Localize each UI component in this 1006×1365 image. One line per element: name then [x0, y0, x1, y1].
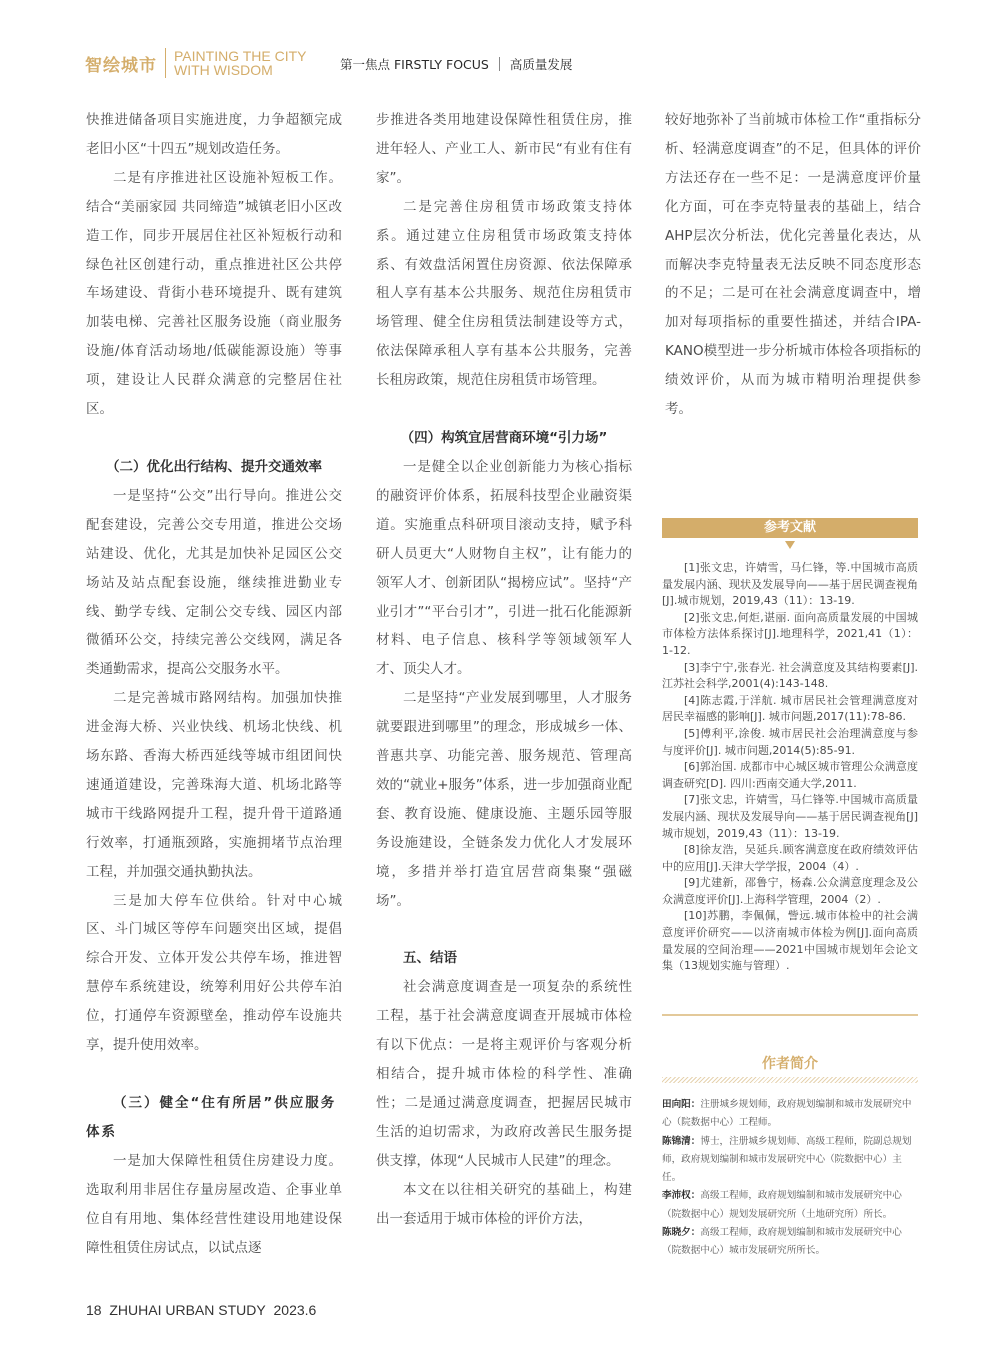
column-3 [665, 106, 921, 424]
journal-name: ZHUHAI URBAN STUDY [109, 1302, 266, 1318]
brand-en-line1: PAINTING THE CITY [174, 48, 307, 64]
section-divider [499, 57, 500, 71]
author-name: 陈晓夕： [662, 1227, 701, 1239]
references-divider [662, 1014, 918, 1016]
reference-item: [2]张文忠,何炬,谌丽. 面向高质量发展的中国城市体检方法体系探讨[J].地理科学，2021,41（1）：1-12. [662, 610, 918, 657]
author-name: 田向阳： [662, 1099, 701, 1110]
column-2 [376, 106, 632, 1234]
issue-number: 2023.6 [273, 1302, 317, 1318]
author-name: 李沛权： [662, 1190, 701, 1202]
author-desc: 高级工程师，政府规划编制和城市发展研究中心（院数据中心）城市发展研究所所长。 [662, 1227, 902, 1257]
references-list [662, 560, 918, 975]
reference-item: [6]郭治国. 成都市中心城区城市管理公众满意度调查研究[D]. 四川:西南交通大学,2011. [662, 760, 918, 790]
paragraph: 二是坚持“产业发展到哪里，人才服务就要跟进到哪里”的理念，形成城乡一体、普惠共享、功能完善、服务规范、管理高效的“就业+服务”体系，进一步加强商业配套、教育设施、健康设施、主题乐园等服务设施建设，全链条发力优化人才发展环境，多措并举打造宜居营商集聚“强磁场”。 [376, 690, 632, 909]
triangle-down-icon [785, 541, 795, 549]
reference-item: [9]尤建新，邵鲁宁，杨森.公众满意度理念及公众满意度评价[J].上海科学管理，2004（2）. [662, 876, 918, 906]
reference-item: [1]张文忠，许婧雪，马仁锋，等.中国城市高质量发展内涵、现状及发展导向——基于居民调查视角[J].城市规划，2019,43（11）：13-19. [662, 561, 918, 608]
reference-item: [3]李宁宁,张春光. 社会满意度及其结构要素[J]. 江苏社会科学,2001(4):143-148. [662, 660, 918, 691]
author-item [662, 1187, 920, 1224]
authors-list [662, 1096, 920, 1261]
page-number: 18 [86, 1302, 102, 1318]
paragraph: 本文在以往相关研究的基础上，构建出一套适用于城市体检的评价方法， [376, 1181, 632, 1227]
authors-title: 作者简介 [762, 1056, 818, 1072]
paragraph: 二是有序推进社区设施补短板工作。结合“美丽家园 共同缔造”城镇老旧小区改造工作，同步开展居住社区补短板行动和绿色社区创建行动，重点推进社区公共停车场建设、背街小巷环境提升、既有建筑加装电梯、完善社区服务设施（商业服务设施/体育活动场地/低碳能源设施）等事项，建设让人民群众满意的完整居住社区。 [86, 169, 342, 418]
hatch-divider [662, 1077, 918, 1083]
paragraph: 二是完善城市路网结构。加强加快推进金海大桥、兴业快线、机场北快线、机场东路、香海大桥西延线等城市组团间快速通道建设，完善珠海大道、机场北路等城市干线路网提升工程，提升骨干道路通行效率，打通瓶颈路，实施拥堵节点治理工程，并加强交通执勤执法。 [86, 690, 342, 880]
brand-divider [165, 48, 166, 78]
section-heading: （二）优化出行结构、提升交通效率 [106, 458, 322, 475]
section-heading: （四）构筑宜居营商环境“引力场” [400, 430, 608, 447]
page-footer [86, 1302, 316, 1318]
paragraph: 一是坚持“公交”出行导向。推进公交配套建设，完善公交专用道，推进公交场站建设、优化，尤其是加快补足园区公交场站及站点配套设施，继续推进勤业专线、勤学专线、定制公交专线、园区内部微循环公交，持续完善公交线网，满足各类通勤需求，提高公交服务水平。 [86, 487, 342, 678]
section-heading: 五、结语 [403, 950, 457, 967]
brand-cn: 智绘城市 [85, 55, 157, 76]
references-title: 参考文献 [662, 518, 918, 538]
brand-en [174, 49, 307, 77]
author-item [662, 1133, 920, 1188]
author-item [662, 1224, 920, 1261]
paragraph: 一是加大保障性租赁住房建设力度。选取利用非居住存量房屋改造、企事业单位自有用地、集体经营性建设用地建设保障性租赁住房试点，以试点逐 [86, 1152, 342, 1256]
author-desc: 博士，注册城乡规划师、高级工程师，院副总规划师，政府规划编制和城市发展研究中心（院数据中心）主任。 [662, 1135, 912, 1184]
section-name: 第一焦点 FIRSTLY FOCUS [340, 57, 489, 72]
paragraph: 步推进各类用地建设保障性租赁住房，推进年轻人、产业工人、新市民“有业有住有家”。 [376, 112, 632, 186]
reference-item: [5]傅利平,涂俊. 城市居民社会治理满意度与参与度评价[J]. 城市问题,2014(5):85-91. [662, 726, 918, 757]
author-desc: 注册城乡规划师，政府规划编制和城市发展研究中心（院数据中心）工程师。 [662, 1099, 912, 1129]
column-1 [86, 106, 342, 1262]
author-desc: 高级工程师，政府规划编制和城市发展研究中心（院数据中心）规划发展研究所（土地研究所）所长。 [662, 1190, 902, 1220]
brand-en-line2: WITH WISDOM [174, 62, 273, 78]
paragraph: 二是完善住房租赁市场政策支持体系。通过建立住房租赁市场政策支持体系、有效盘活闲置住房资源、依法保障承租人享有基本公共服务、规范住房租赁市场管理、健全住房租赁法制建设等方式，依法保障承租人享有基本公共服务，完善长租房政策，规范住房租赁市场管理。 [376, 198, 632, 389]
section-label [340, 55, 572, 73]
paragraph: 三是加大停车位供给。针对中心城区、斗门城区等停车问题突出区域，提倡综合开发、立体开发公共停车场，推进智慧停车系统建设，统筹利用好公共停车泊位，打通停车资源壁垒，推动停车设施共享，提升使用效率。 [86, 892, 342, 1054]
reference-item: [7]张文忠，许婧雪，马仁锋等.中国城市高质量发展内涵、现状及发展导向——基于居民调查视角[J]城市规划，2019,43（11）：13-19. [662, 793, 918, 840]
subsection-name: 高质量发展 [509, 57, 573, 72]
paragraph: 较好地弥补了当前城市体检工作“重指标分析、轻满意度调查”的不足，但具体的评价方法还存在一些不足：一是满意度评价量化方面，可在李克特量表的基础上，结合AHP层次分析法，优化完善量化表达，从而解决李克特量表无法反映不同态度形态的不足；二是可在社会满意度调查中，增加对每项指标的重要性描述，并结合IPA-KANO模型进一步分析城市体检各项指标的绩效评价，从而为城市精明治理提供参考。 [665, 112, 921, 418]
author-name: 陈锦清： [662, 1135, 701, 1147]
reference-item: [4]陈志霞,于洋航. 城市居民社会管理满意度对居民幸福感的影响[J]. 城市问题,2017(11):78-86. [662, 693, 918, 724]
reference-item: [10]苏鹏，李佩佩，訾远.城市体检中的社会满意度评价研究——以济南城市体检为例[J].面向高质量发展的空间治理——2021中国城市规划年会论文集（13规划实施与管理）. [662, 909, 918, 973]
author-item [662, 1096, 920, 1133]
page-header [85, 46, 307, 80]
reference-item: [8]徐友浩，吴延兵.顾客满意度在政府绩效评估中的应用[J].天津大学学报，2004（4）. [662, 843, 918, 873]
paragraph: 一是健全以企业创新能力为核心指标的融资评价体系，拓展科技型企业融资渠道。实施重点科研项目滚动支持，赋予科研人员更大“人财物自主权”，让有能力的领军人才、创新团队“揭榜应试”。坚持“产业引才”“平台引才”，引进一批石化能源新材料、电子信息、核科学等领域领军人才、顶尖人才。 [376, 458, 632, 678]
section-heading: （三）健全“住有所居”供应服务体系 [86, 1095, 337, 1140]
paragraph: 快推进储备项目实施进度，力争超额完成老旧小区“十四五”规划改造任务。 [86, 112, 342, 157]
paragraph: 社会满意度调查是一项复杂的系统性工程，基于社会满意度调查开展城市体检有以下优点：一是将主观评价与客观分析相结合，提升城市体检的科学性、准确性；二是通过满意度调查，把握居民城市生活的迫切需求，为政府改善民生服务提供支撑，体现“人民城市人民建”的理念。 [376, 979, 632, 1169]
